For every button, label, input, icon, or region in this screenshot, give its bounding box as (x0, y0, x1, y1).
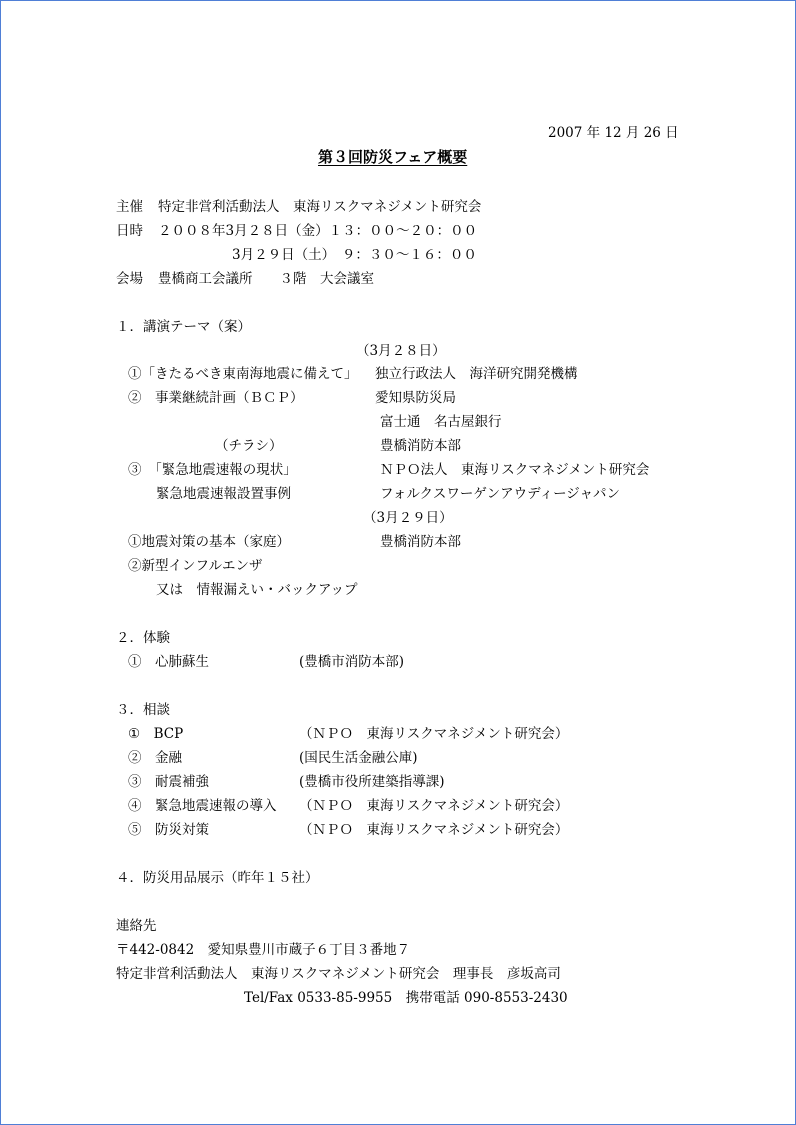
venue-value: 豊橋商工会議所 ３階 大会議室 (158, 271, 374, 287)
experience1-label: ① 心肺蘇生 (128, 654, 209, 670)
datetime-line1: ２００８年3月２８日（金）１３：００～２０：００ (158, 223, 478, 239)
lecture2-org3: 豊橋消防本部 (380, 438, 461, 454)
datetime-label: 日時 (116, 223, 143, 239)
lecture3-sub-org: フォルクスワーゲンアウディージャパン (380, 486, 621, 502)
day2-lecture1: ①地震対策の基本（家庭） (128, 534, 290, 550)
consult5-label: ⑤ 防災対策 (128, 822, 209, 838)
lecture1-org: 独立行政法人 海洋研究開発機構 (375, 366, 578, 382)
day2-lecture2-alt: 又は 情報漏えい・バックアップ (156, 582, 358, 598)
section1-day2: （3月２９日） (363, 510, 453, 526)
section4-heading: ４．防災用品展示（昨年１５社） (116, 870, 319, 886)
datetime-line2: 3月２９日（土） ９：３０～１６：００ (232, 247, 477, 263)
lecture2-title: ② 事業継続計画（ＢＣＰ） (128, 390, 304, 406)
consult2-label: ② 金融 (128, 750, 182, 766)
consult3-label: ③ 耐震補強 (128, 774, 209, 790)
lecture3-org: ＮＰＯ法人 東海リスクマネジメント研究会 (380, 462, 650, 478)
section1-heading: １．講演テーマ（案） (116, 319, 251, 335)
contact-phone: Tel/Fax 0533-85-9955 携帯電話 090-8553-2430 (244, 990, 568, 1006)
experience1-org: (豊橋市消防本部) (299, 654, 405, 670)
section1-day1: （3月２８日） (356, 343, 446, 359)
day2-lecture1-org: 豊橋消防本部 (380, 534, 461, 550)
consult4-label: ④ 緊急地震速報の導入 (128, 798, 277, 814)
consult3-org: (豊橋市役所建築指導課) (299, 774, 445, 790)
venue-label: 会場 (116, 271, 143, 287)
contact-heading: 連絡先 (116, 918, 157, 934)
section3-heading: ３．相談 (116, 702, 170, 718)
document-date: 2007 年 12 月 26 日 (548, 125, 679, 141)
consult2-org: (国民生活金融公庫) (299, 750, 418, 766)
consult1-org: （ＮＰＯ 東海リスクマネジメント研究会） (299, 726, 569, 742)
lecture3-sub: 緊急地震速報設置事例 (156, 486, 291, 502)
lecture2-org2: 富士通 名古屋銀行 (380, 414, 502, 430)
consult5-org: （ＮＰＯ 東海リスクマネジメント研究会） (299, 822, 569, 838)
lecture2-note: （チラシ） (215, 438, 283, 454)
lecture3-title: ③ 「緊急地震速報の現状」 (128, 462, 297, 478)
organizer-value: 特定非営利活動法人 東海リスクマネジメント研究会 (158, 199, 482, 215)
day2-lecture2: ②新型インフルエンザ (128, 558, 263, 574)
contact-address: 〒442-0842 愛知県豊川市蔵子６丁目３番地７ (116, 942, 411, 958)
lecture2-org1: 愛知県防災局 (375, 390, 456, 406)
consult1-label: ① BCP (128, 726, 184, 742)
contact-org: 特定非営利活動法人 東海リスクマネジメント研究会 理事長 彦坂高司 (116, 966, 561, 982)
document-title: 第３回防災フェア概要 (318, 148, 468, 166)
organizer-label: 主催 (116, 199, 143, 215)
consult4-org: （ＮＰＯ 東海リスクマネジメント研究会） (299, 798, 569, 814)
section2-heading: ２．体験 (116, 630, 170, 646)
lecture1-title: ①「きたるべき東南海地震に備えて」 (128, 366, 358, 382)
